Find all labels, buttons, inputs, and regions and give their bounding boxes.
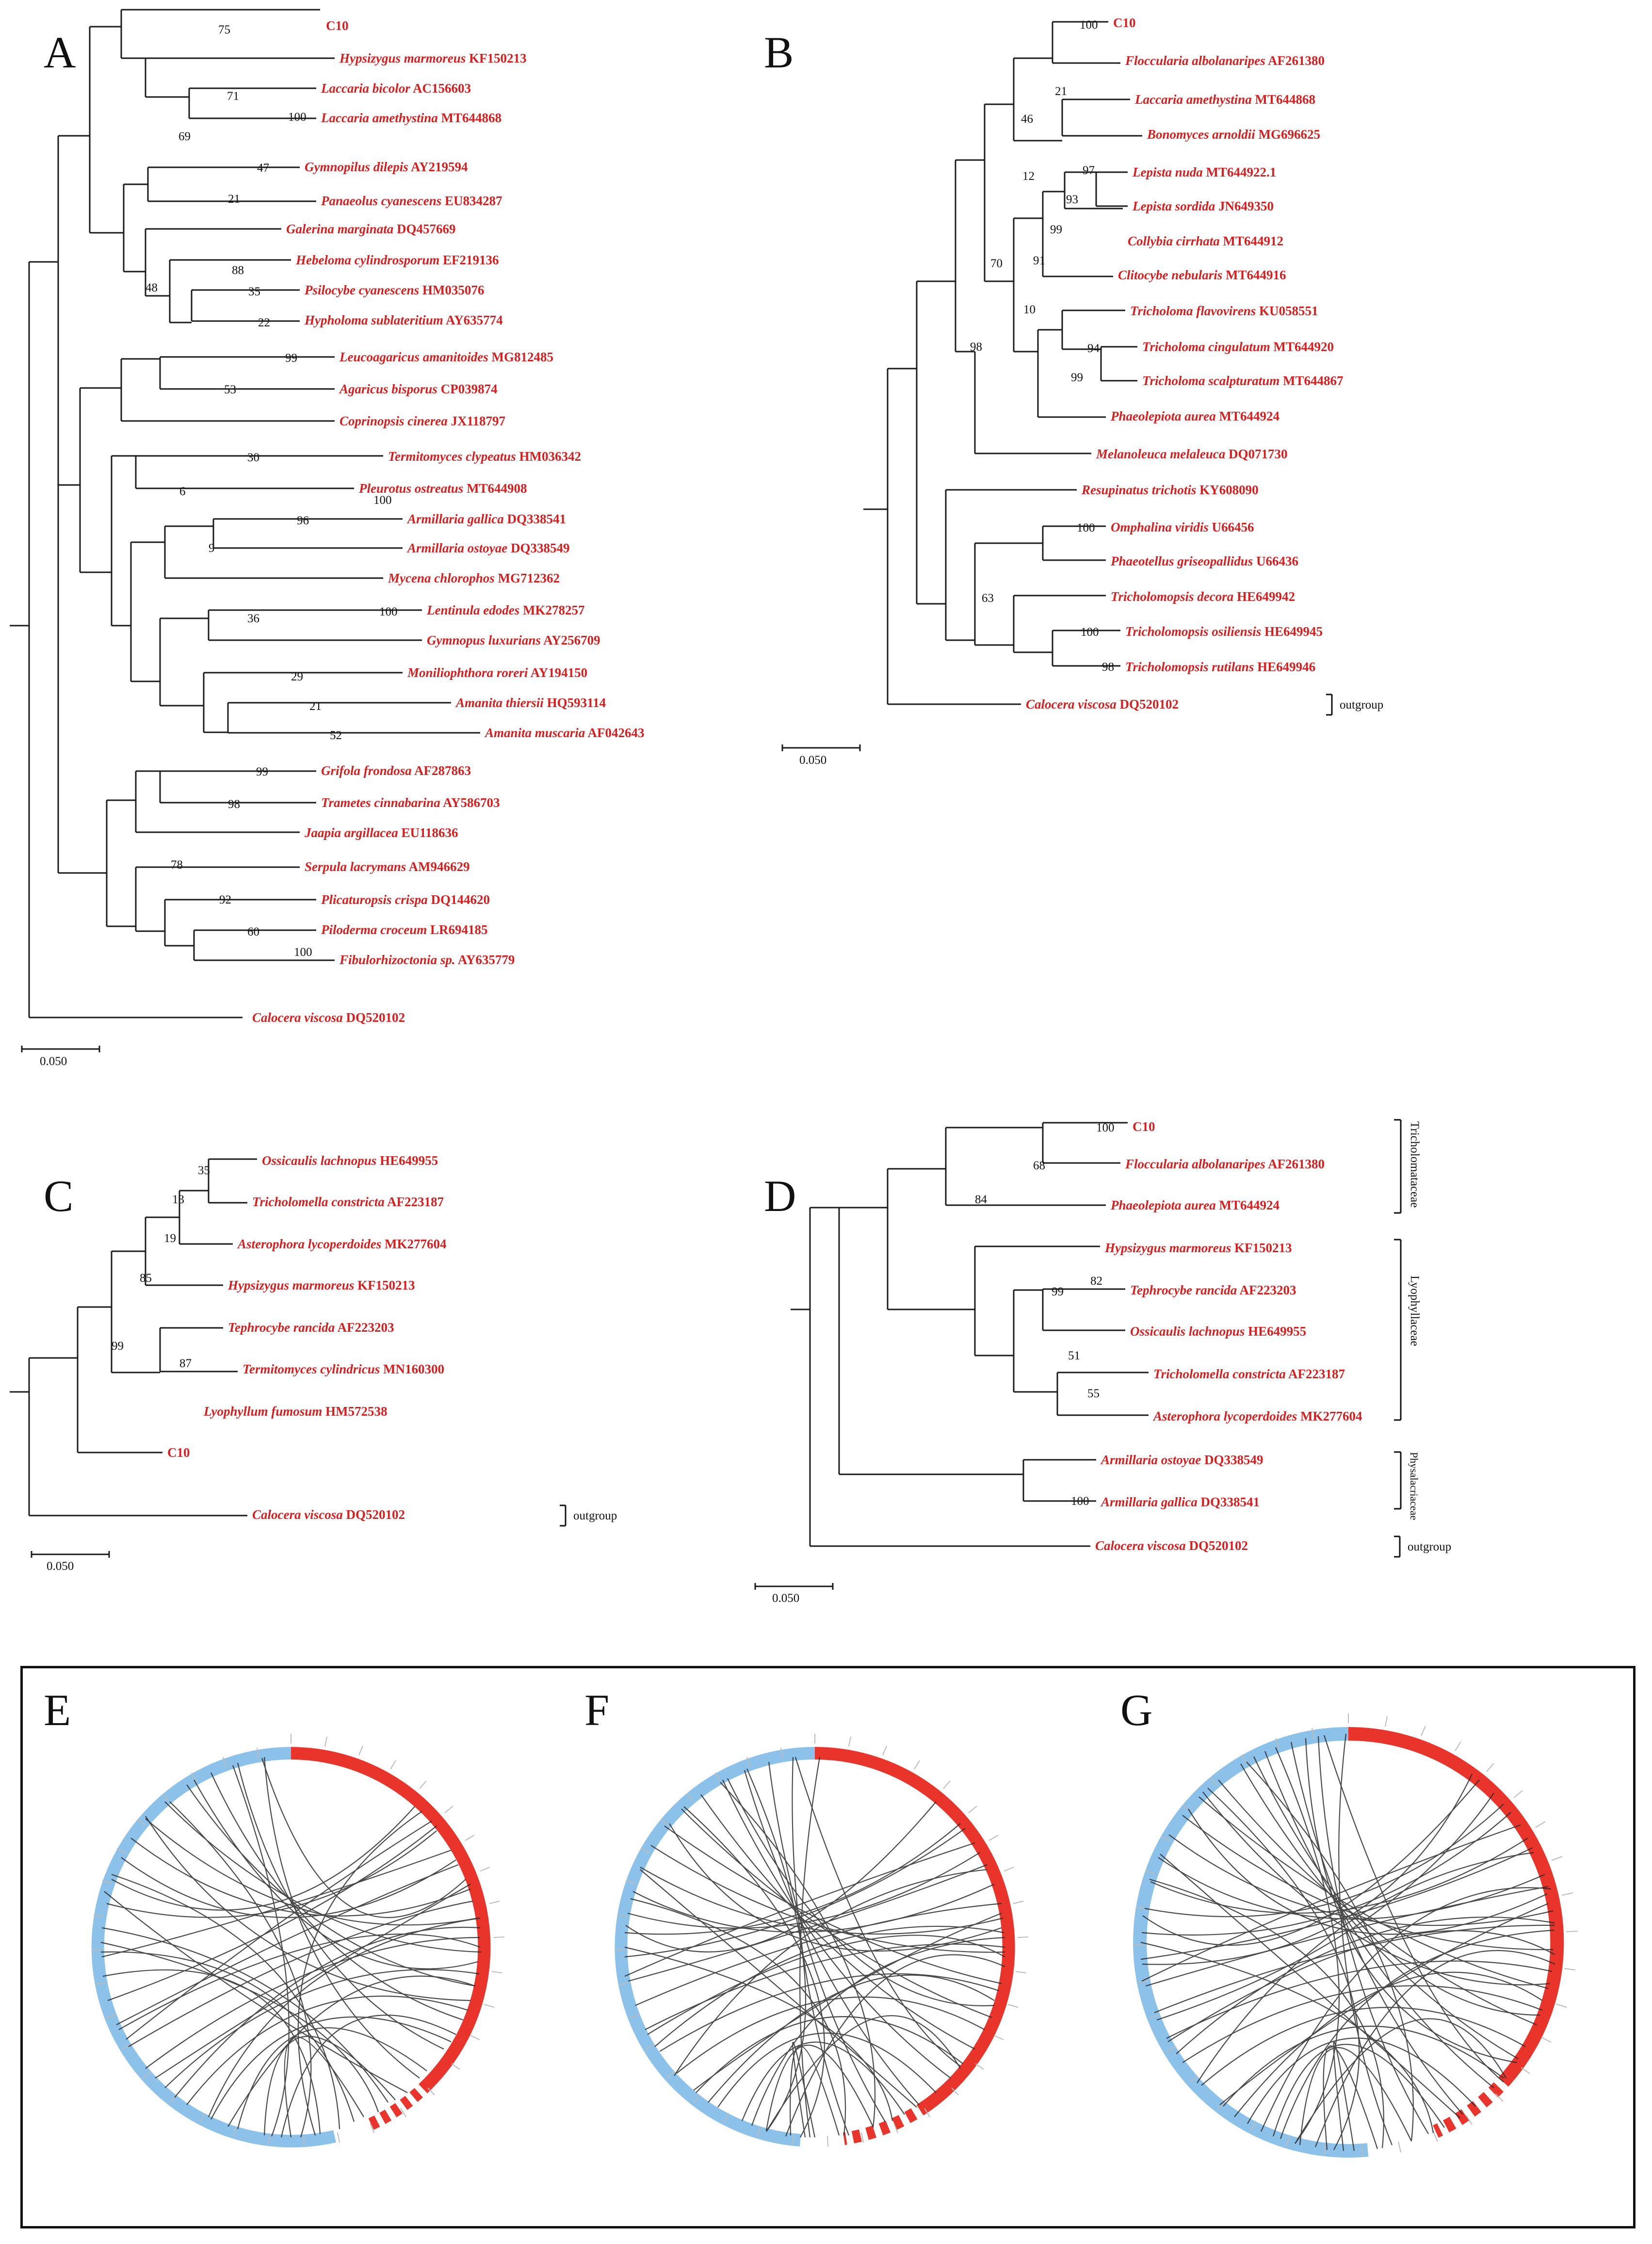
bootstrap-value: 98 [970, 340, 982, 354]
bootstrap-value: 71 [227, 90, 239, 103]
taxon-label: Lepista nuda MT644922.1 [1133, 165, 1277, 179]
panel-c-outgroup-label: outgroup [573, 1509, 617, 1522]
bootstrap-value: 99 [285, 352, 297, 365]
panel-a-label: A [44, 28, 76, 77]
bootstrap-value: 12 [1022, 170, 1035, 183]
taxon-label: Termitomyces cylindricus MN160300 [243, 1362, 444, 1376]
bootstrap-value: 9 [209, 542, 215, 555]
circos-plot-g [1116, 1685, 1581, 2187]
bootstrap-value: 98 [1102, 661, 1114, 674]
bootstrap-value: 100 [288, 111, 307, 124]
panel-d-tricholomataceae-label: Tricholomataceae [1408, 1121, 1421, 1208]
taxon-label: Tricholoma flavovirens KU058551 [1130, 304, 1318, 318]
bootstrap-value: 35 [198, 1164, 210, 1177]
taxon-label: Laccaria bicolor AC156603 [321, 81, 471, 96]
taxon-label: Hypsizygus marmoreus KF150213 [340, 51, 527, 65]
panel-d-lyophyllaceae-bracket [1392, 1238, 1406, 1422]
taxon-label: Tricholomopsis rutilans HE649946 [1125, 660, 1316, 674]
panel-b-scale-bar [780, 741, 877, 755]
panel-d-tree-lines [742, 999, 1652, 1649]
taxon-label: Psilocybe cyanescens HM035076 [305, 283, 485, 297]
bootstrap-value: 21 [1055, 85, 1067, 98]
panel-d-tricholomataceae-bracket [1392, 1118, 1406, 1215]
taxon-label: Serpula lacrymans AM946629 [305, 859, 470, 874]
panel-a-scale-label: 0.050 [40, 1055, 67, 1068]
bootstrap-value: 100 [294, 946, 312, 959]
bootstrap-value: 92 [219, 893, 231, 906]
taxon-label: Asterophora lycoperdoides MK277604 [238, 1237, 447, 1251]
bootstrap-value: 53 [224, 383, 236, 396]
panel-d-outgroup-label: outgroup [1408, 1540, 1452, 1553]
panel-d-scale-label: 0.050 [772, 1592, 800, 1605]
bootstrap-value: 100 [1077, 521, 1095, 534]
taxon-label: Phaeolepiota aurea MT644924 [1111, 409, 1279, 423]
taxon-label: Termitomyces clypeatus HM036342 [388, 449, 581, 464]
panel-g-label: G [1120, 1685, 1153, 1735]
taxon-label: Moniliophthora roreri AY194150 [407, 665, 588, 680]
bootstrap-value: 91 [1033, 254, 1045, 267]
taxon-label: Fibulorhizoctonia sp. AY635779 [340, 952, 515, 967]
taxon-label: Mycena chlorophos MG712362 [388, 571, 560, 585]
taxon-label: Calocera viscosa DQ520102 [1026, 697, 1179, 711]
taxon-label: Tricholomella constricta AF223187 [1153, 1367, 1345, 1381]
bootstrap-value: 10 [1023, 303, 1036, 316]
taxon-label: Amanita muscaria AF042643 [485, 726, 645, 740]
taxon-label: Armillaria gallica DQ338541 [407, 512, 567, 526]
taxon-label: Phaeolepiota aurea MT644924 [1111, 1198, 1279, 1212]
taxon-label: Tephrocybe rancida AF223203 [228, 1320, 394, 1335]
bootstrap-value: 47 [257, 161, 269, 175]
panel-d-tree [742, 999, 1652, 1649]
taxon-label: Melanoleuca melaleuca DQ071730 [1096, 447, 1288, 461]
taxon-label: Armillaria ostoyae DQ338549 [1101, 1453, 1263, 1467]
taxon-label: Trametes cinnabarina AY586703 [321, 795, 500, 810]
bootstrap-value: 100 [1081, 626, 1099, 639]
taxon-label: Galerina marginata DQ457669 [286, 222, 456, 236]
panel-b-outgroup-label: outgroup [1340, 698, 1384, 711]
bootstrap-value: 99 [1052, 1285, 1064, 1298]
taxon-label: C10 [326, 18, 349, 33]
bootstrap-value: 93 [1066, 193, 1078, 206]
panel-d-label: D [764, 1171, 796, 1221]
taxon-label: Piloderma croceum LR694185 [321, 922, 488, 937]
panel-d-outgroup-bracket [1392, 1534, 1406, 1559]
taxon-label: Ossicaulis lachnopus HE649955 [262, 1153, 438, 1168]
circos-plot-f [597, 1697, 1033, 2197]
bootstrap-value: 82 [1090, 1275, 1102, 1288]
panel-b-label: B [764, 28, 794, 77]
taxon-label: Pleurotus ostreatus MT644908 [359, 481, 527, 496]
bootstrap-value: 100 [1096, 1121, 1115, 1134]
taxon-label: Hebeloma cylindrosporum EF219136 [296, 253, 499, 267]
taxon-label: Omphalina viridis U66456 [1111, 520, 1254, 534]
taxon-label: Laccaria amethystina MT644868 [321, 111, 502, 125]
taxon-label: Gymnopilus dilepis AY219594 [305, 160, 468, 174]
taxon-label: Lepista sordida JN649350 [1133, 199, 1274, 213]
taxon-label: Coprinopsis cinerea JX118797 [340, 414, 506, 428]
taxon-label: Calocera viscosa DQ520102 [1095, 1538, 1248, 1553]
circos-plot-e [73, 1697, 509, 2197]
bootstrap-value: 69 [178, 130, 191, 143]
bootstrap-value: 100 [1080, 18, 1098, 32]
bootstrap-value: 99 [256, 765, 268, 778]
bootstrap-value: 99 [1071, 371, 1083, 384]
taxon-label: Resupinatus trichotis KY608090 [1082, 483, 1259, 497]
bootstrap-value: 29 [291, 670, 303, 683]
bootstrap-value: 98 [228, 798, 240, 811]
panel-a-scale-bar [19, 1042, 116, 1056]
taxon-label: Tricholomopsis osiliensis HE649945 [1125, 624, 1323, 639]
taxon-label: Phaeotellus griseopallidus U66436 [1111, 554, 1299, 568]
bootstrap-value: 78 [171, 858, 183, 872]
taxon-label: Hypsizygus marmoreus KF150213 [1105, 1241, 1292, 1255]
taxon-label: C10 [1113, 16, 1136, 30]
bootstrap-value: 21 [309, 700, 322, 713]
panel-c-tree-lines [0, 1140, 742, 1649]
panel-a-tree-lines [0, 0, 742, 1140]
bootstrap-value: 13 [172, 1193, 184, 1206]
bootstrap-value: 96 [297, 514, 309, 527]
taxon-label: Amanita thiersii HQ593114 [456, 695, 606, 710]
taxon-label: Grifola frondosa AF287863 [321, 763, 471, 778]
bootstrap-value: 22 [258, 316, 270, 329]
taxon-label: Ossicaulis lachnopus HE649955 [1130, 1324, 1307, 1339]
bootstrap-value: 99 [1050, 223, 1062, 236]
bootstrap-value: 84 [975, 1193, 987, 1206]
bootstrap-value: 19 [164, 1232, 176, 1245]
panel-c-scale-label: 0.050 [47, 1560, 74, 1573]
bootstrap-value: 70 [990, 257, 1003, 270]
taxon-label: Lyophyllum fumosum HM572538 [204, 1404, 388, 1419]
panel-a-tree [0, 0, 742, 1140]
panel-d-physalacriaceae-bracket [1392, 1450, 1406, 1511]
bootstrap-value: 46 [1021, 113, 1033, 126]
taxon-label: Armillaria gallica DQ338541 [1101, 1495, 1260, 1509]
panel-b-tree-lines [742, 0, 1652, 912]
bootstrap-value: 51 [1068, 1349, 1080, 1362]
taxon-label: Leucoagaricus amanitoides MG812485 [340, 350, 554, 364]
panel-e-label: E [44, 1685, 71, 1735]
panel-d-physalacriaceae-label: Physalacriaceae [1408, 1452, 1420, 1520]
taxon-label: Asterophora lycoperdoides MK277604 [1153, 1409, 1362, 1423]
taxon-label: Tricholoma cingulatum MT644920 [1142, 339, 1334, 354]
bootstrap-value: 35 [248, 285, 260, 298]
taxon-label: Tricholoma scalpturatum MT644867 [1142, 373, 1344, 388]
taxon-label: Laccaria amethystina MT644868 [1135, 92, 1315, 107]
panel-b-outgroup-bracket [1324, 693, 1338, 717]
bootstrap-value: 52 [330, 729, 342, 742]
bootstrap-value: 100 [379, 605, 398, 618]
bootstrap-value: 63 [982, 592, 994, 605]
bootstrap-value: 100 [1071, 1495, 1089, 1508]
taxon-label: Gymnopus luxurians AY256709 [427, 633, 600, 647]
taxon-label: Hypsizygus marmoreus KF150213 [228, 1278, 415, 1292]
taxon-label: Tricholomopsis decora HE649942 [1111, 589, 1296, 604]
bootstrap-value: 48 [146, 281, 158, 294]
panel-c-label: C [44, 1171, 74, 1221]
taxon-label: Tephrocybe rancida AF223203 [1130, 1283, 1296, 1297]
bootstrap-value: 6 [179, 485, 186, 498]
taxon-label: Calocera viscosa DQ520102 [252, 1010, 405, 1025]
taxon-label: Calocera viscosa DQ520102 [252, 1507, 405, 1522]
panel-c-tree [0, 1140, 742, 1649]
bootstrap-value: 85 [140, 1272, 152, 1285]
bootstrap-value: 88 [232, 264, 244, 277]
bootstrap-value: 30 [247, 451, 259, 464]
bootstrap-value: 36 [247, 612, 259, 625]
taxon-label: C10 [167, 1445, 190, 1460]
taxon-label: Collybia cirrhata MT644912 [1128, 234, 1284, 248]
panel-d-lyophyllaceae-label: Lyophyllaceae [1408, 1275, 1421, 1346]
panel-f-label: F [584, 1685, 610, 1735]
bootstrap-value: 68 [1033, 1159, 1045, 1172]
panel-c-scale-bar [29, 1547, 126, 1562]
taxon-label: Tricholomella constricta AF223187 [252, 1195, 444, 1209]
bootstrap-value: 60 [247, 925, 259, 938]
taxon-label: Floccularia albolanaripes AF261380 [1125, 53, 1325, 68]
bootstrap-value: 75 [218, 23, 230, 36]
bootstrap-value: 21 [228, 193, 240, 206]
bootstrap-value: 99 [112, 1340, 124, 1353]
bootstrap-value: 55 [1087, 1387, 1100, 1400]
bootstrap-value: 97 [1083, 164, 1095, 177]
taxon-label: Lentinula edodes MK278257 [427, 603, 585, 617]
taxon-label: Jaapia argillacea EU118636 [305, 825, 458, 840]
bootstrap-value: 94 [1087, 342, 1100, 355]
taxon-label: Hypholoma sublateritium AY635774 [305, 313, 503, 327]
bootstrap-value: 100 [373, 494, 392, 507]
bootstrap-value: 87 [179, 1357, 192, 1370]
taxon-label: Panaeolus cyanescens EU834287 [321, 194, 502, 208]
taxon-label: Plicaturopsis crispa DQ144620 [321, 892, 490, 907]
taxon-label: C10 [1133, 1119, 1155, 1134]
taxon-label: Armillaria ostoyae DQ338549 [407, 541, 570, 555]
taxon-label: Agaricus bisporus CP039874 [340, 382, 498, 396]
taxon-label: Clitocybe nebularis MT644916 [1118, 268, 1286, 282]
taxon-label: Bonomyces arnoldii MG696625 [1147, 127, 1321, 142]
panel-b-tree [742, 0, 1652, 912]
panel-c-outgroup-bracket [558, 1503, 571, 1528]
taxon-label: Floccularia albolanaripes AF261380 [1125, 1157, 1325, 1171]
panel-d-scale-bar [753, 1579, 850, 1594]
panel-b-scale-label: 0.050 [799, 754, 827, 767]
